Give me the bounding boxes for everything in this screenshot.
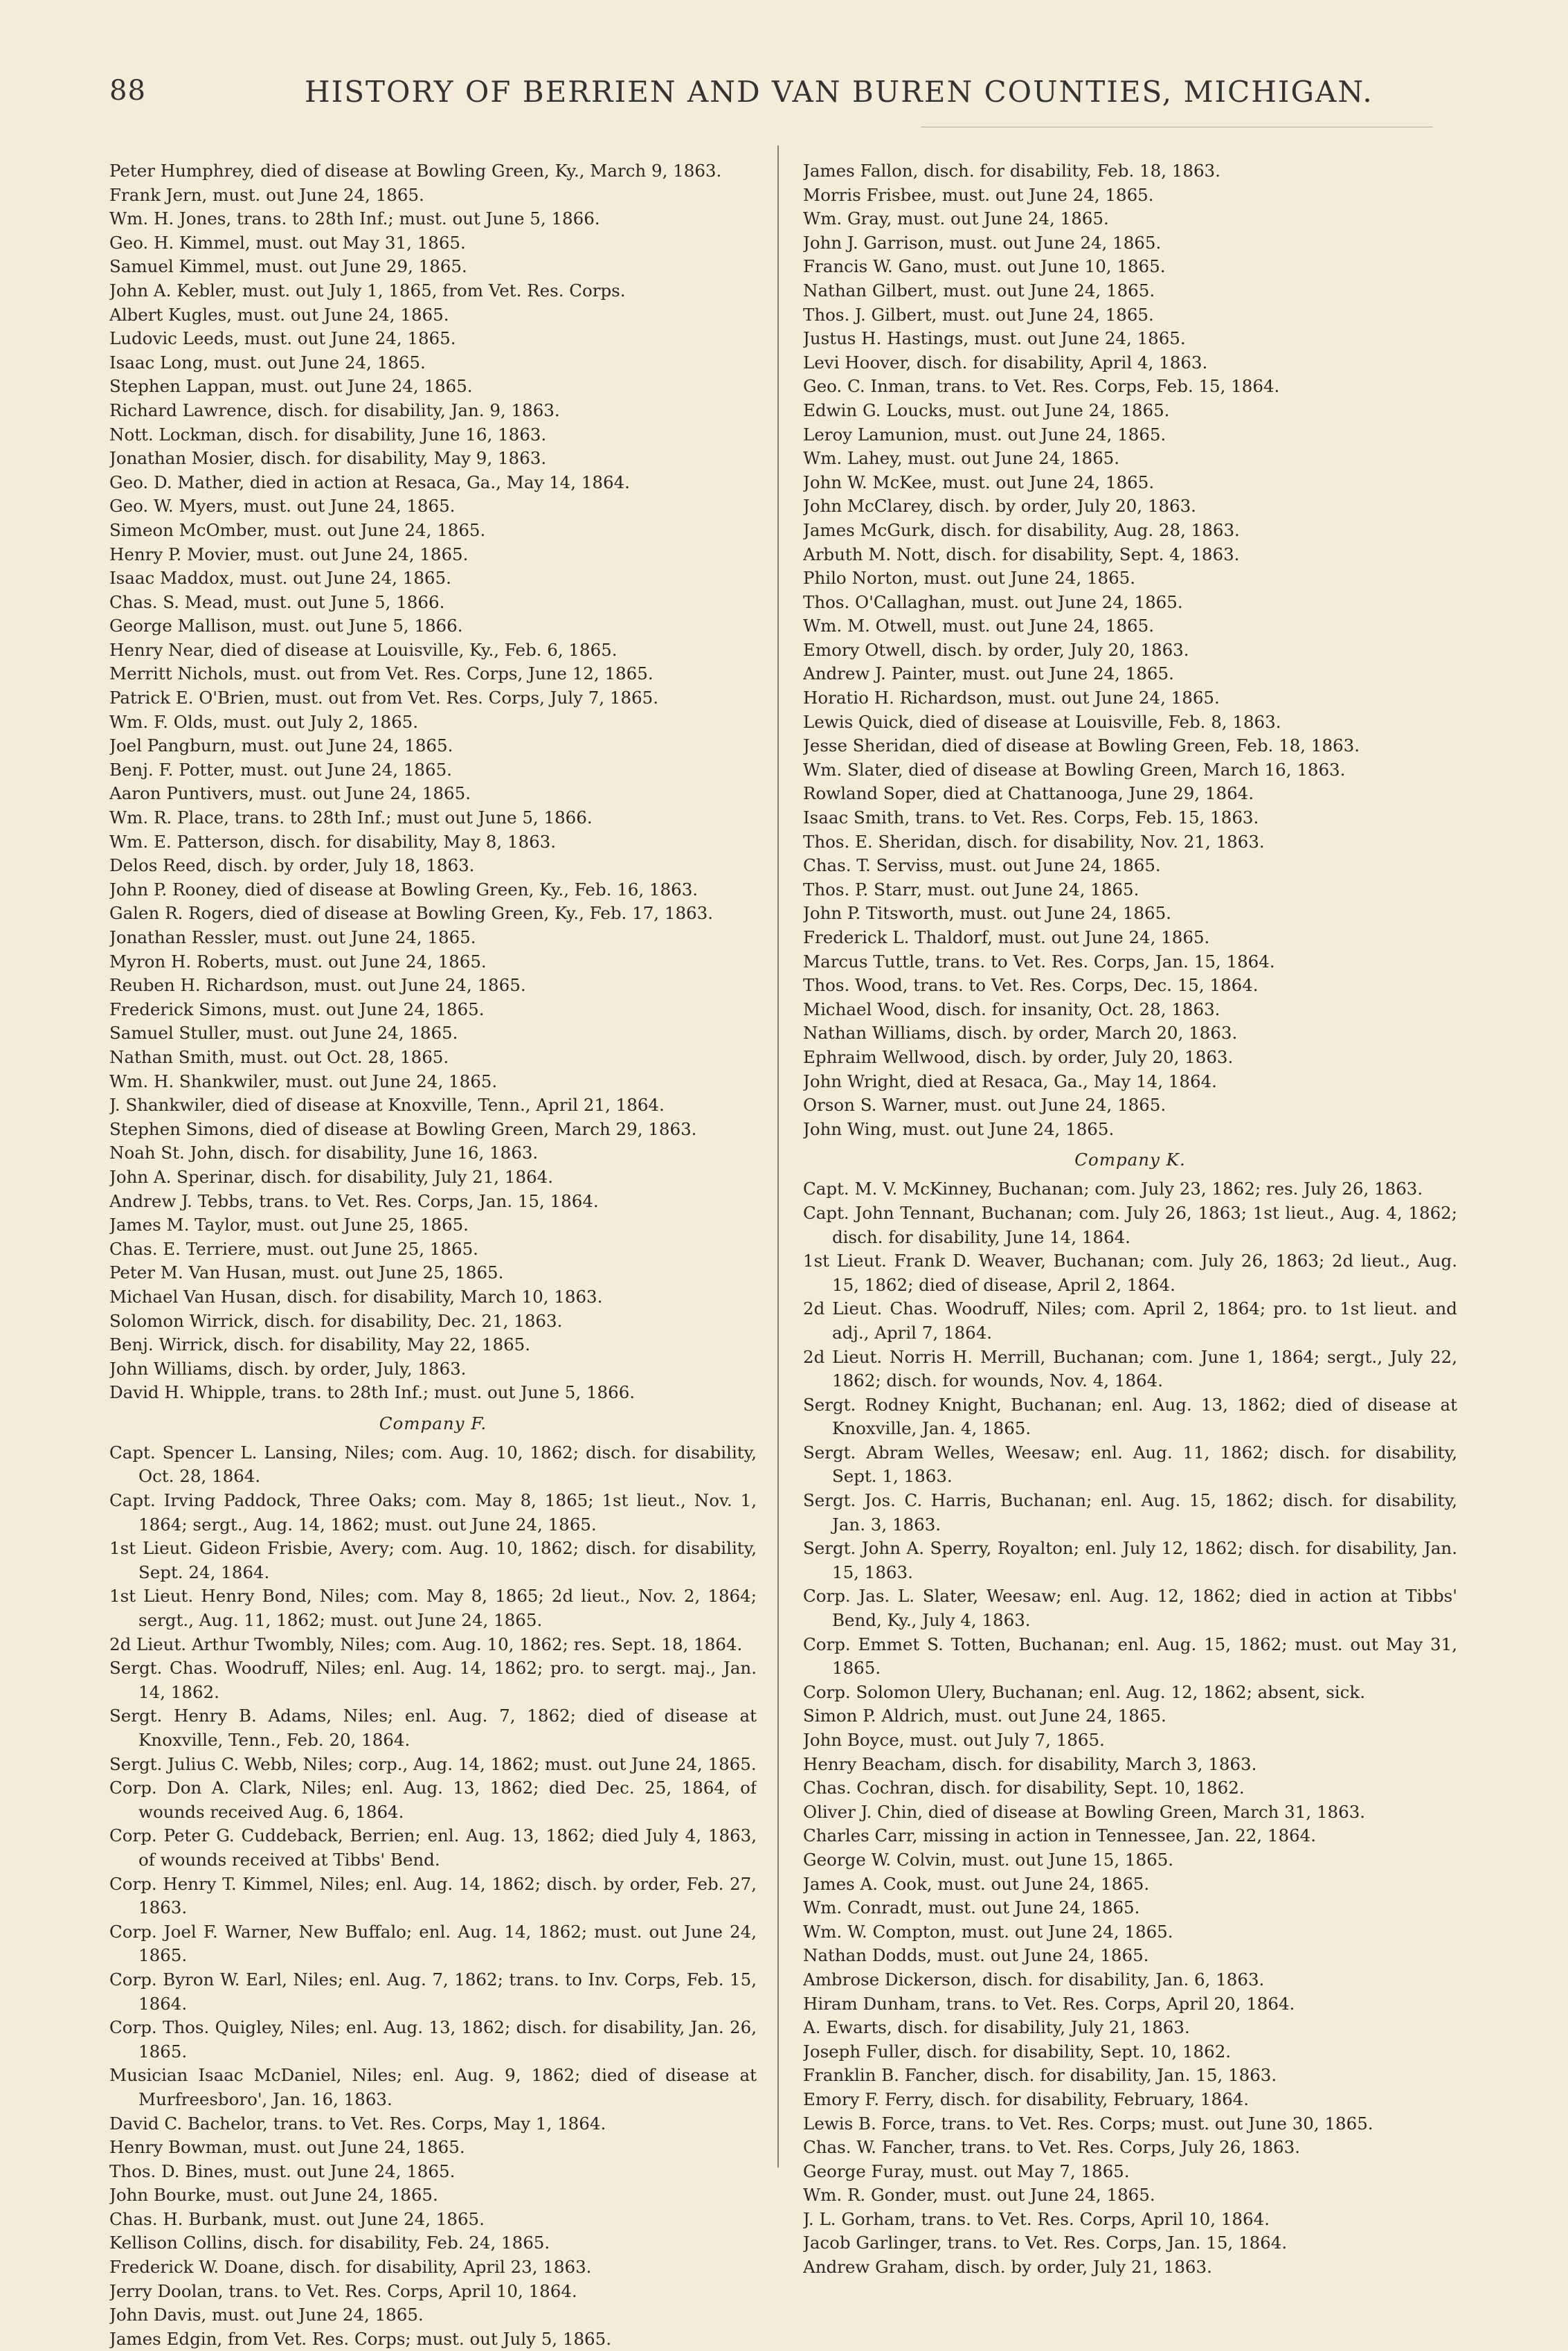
right-column: [803, 159, 1457, 2280]
roster-entry: Thos. J. Gilbert, must. out June 24, 1865.: [803, 304, 1154, 325]
roster-entry: Philo Norton, must. out June 24, 1865.: [803, 568, 1136, 589]
roster-entry: Delos Reed, disch. by order, July 18, 1863.: [109, 855, 475, 876]
roster-entry: Chas. T. Serviss, must. out June 24, 1865.: [803, 855, 1161, 876]
roster-entry: Nathan Williams, disch. by order, March 20, 1863.: [803, 1023, 1238, 1044]
roster-entry: Kellison Collins, disch. for disability, Feb. 24, 1865.: [109, 2233, 550, 2253]
roster-entry: Corp. Byron W. Earl, Niles; enl. Aug. 7, 1862; trans. to Inv. Corps, Feb. 15, 1864.: [109, 1969, 757, 2014]
roster-entry: Sergt. John A. Sperry, Royalton; enl. July 12, 1862; disch. for disability, Jan. 15, 1863.: [803, 1538, 1457, 1582]
roster-entry: John P. Titsworth, must. out June 24, 1865.: [803, 903, 1171, 924]
roster-entry: Wm. E. Patterson, disch. for disability, May 8, 1863.: [109, 831, 557, 852]
roster-entry: Chas. S. Mead, must. out June 5, 1866.: [109, 591, 445, 612]
roster-entry: Reuben H. Richardson, must. out June 24, 1865.: [109, 975, 526, 996]
roster-entry: Horatio H. Richardson, must. out June 24, 1865.: [803, 688, 1220, 708]
roster-entry: Chas. Cochran, disch. for disability, Sept. 10, 1862.: [803, 1778, 1245, 1798]
roster-entry: A. Ewarts, disch. for disability, July 21, 1863.: [803, 2017, 1190, 2038]
roster-entry: Chas. E. Terriere, must. out June 25, 1865.: [109, 1238, 478, 1259]
roster-entry: Ephraim Wellwood, disch. by order, July 20, 1863.: [803, 1046, 1234, 1067]
roster-entry: John W. McKee, must. out June 24, 1865.: [803, 472, 1155, 492]
roster-entry: 2d Lieut. Norris H. Merrill, Buchanan; com. June 1, 1864; sergt., July 22, 1862; disch. for wounds, Nov. 4, 1864.: [803, 1346, 1457, 1391]
roster-entry: Wm. Gray, must. out June 24, 1865.: [803, 208, 1109, 229]
roster-entry: Frederick Simons, must. out June 24, 1865.: [109, 999, 485, 1019]
roster-entry: Wm. M. Otwell, must. out June 24, 1865.: [803, 616, 1155, 636]
roster-entry: John A. Kebler, must. out July 1, 1865, from Vet. Res. Corps.: [109, 280, 626, 301]
roster-entry: Aaron Puntivers, must. out June 24, 1865.: [109, 783, 471, 804]
roster-entry: Sergt. Chas. Woodruff, Niles; enl. Aug. 14, 1862; pro. to sergt. maj., Jan. 14, 1862.: [109, 1658, 757, 1702]
roster-entry: 1st Lieut. Gideon Frisbie, Avery; com. Aug. 10, 1862; disch. for disability, Sept. 24, 1864.: [109, 1538, 757, 1582]
roster-entry: Chas. W. Fancher, trans. to Vet. Res. Corps, July 26, 1863.: [803, 2137, 1301, 2158]
roster-entry: Wm. R. Gonder, must. out June 24, 1865.: [803, 2185, 1155, 2206]
roster-entry: Capt. Irving Paddock, Three Oaks; com. May 8, 1865; 1st lieut., Nov. 1, 1864; sergt., Aug. 14, 1862; must. out June 24, 1865.: [109, 1490, 757, 1535]
roster-entry: Nathan Gilbert, must. out June 24, 1865.: [803, 280, 1155, 301]
roster-entry: Samuel Kimmel, must. out June 29, 1865.: [109, 256, 467, 277]
roster-entry: James M. Taylor, must. out June 25, 1865.: [109, 1215, 469, 1235]
roster-entry: Oliver J. Chin, died of disease at Bowling Green, March 31, 1863.: [803, 1801, 1366, 1822]
roster-entry: Stephen Lappan, must. out June 24, 1865.: [109, 376, 473, 397]
roster-entry: Richard Lawrence, disch. for disability, Jan. 9, 1863.: [109, 400, 560, 420]
roster-entry: Peter M. Van Husan, must. out June 25, 1865.: [109, 1262, 504, 1283]
running-title: HISTORY OF BERRIEN AND VAN BUREN COUNTIES, MICHIGAN.: [305, 75, 1373, 109]
roster-entry: Emory Otwell, disch. by order, July 20, 1863.: [803, 639, 1189, 660]
roster-entry: Jerry Doolan, trans. to Vet. Res. Corps, April 10, 1864.: [109, 2280, 577, 2301]
roster-entry: J. Shankwiler, died of disease at Knoxville, Tenn., April 21, 1864.: [109, 1095, 665, 1116]
company-f-roster: [109, 1441, 757, 2351]
roster-entry: David H. Whipple, trans. to 28th Inf.; must. out June 5, 1866.: [109, 1382, 636, 1403]
roster-entry: Sergt. Rodney Knight, Buchanan; enl. Aug. 13, 1862; died of disease at Knoxville, Jan. 4, 1865.: [803, 1394, 1457, 1439]
roster-entry: Henry P. Movier, must. out June 24, 1865.: [109, 544, 469, 564]
roster-entry: John Wright, died at Resaca, Ga., May 14, 1864.: [803, 1071, 1217, 1091]
roster-entry: Levi Hoover, disch. for disability, April 4, 1863.: [803, 352, 1208, 373]
roster-entry: Sergt. Jos. C. Harris, Buchanan; enl. Aug. 15, 1862; disch. for disability, Jan. 3, 1863.: [803, 1490, 1457, 1535]
roster-entry: Geo. H. Kimmel, must. out May 31, 1865.: [109, 232, 466, 253]
roster-entry: Benj. F. Potter, must. out June 24, 1865.: [109, 759, 452, 780]
roster-entry: Wm. H. Jones, trans. to 28th Inf.; must. out June 5, 1866.: [109, 208, 600, 229]
roster-entry: Michael Wood, disch. for insanity, Oct. 28, 1863.: [803, 999, 1220, 1019]
page-header: [104, 75, 1454, 116]
roster-entry: Nott. Lockman, disch. for disability, June 16, 1863.: [109, 424, 547, 445]
roster-entry: Nathan Dodds, must. out June 24, 1865.: [803, 1945, 1149, 1966]
roster-entry: James Edgin, from Vet. Res. Corps; must. out July 5, 1865.: [109, 2328, 612, 2349]
roster-entry: Sergt. Julius C. Webb, Niles; corp., Aug. 14, 1862; must. out June 24, 1865.: [109, 1753, 757, 1774]
roster-entry: Geo. C. Inman, trans. to Vet. Res. Corps, Feb. 15, 1864.: [803, 376, 1280, 397]
roster-entry: Orson S. Warner, must. out June 24, 1865.: [803, 1095, 1166, 1116]
roster-entry: Wm. F. Olds, must. out July 2, 1865.: [109, 711, 419, 732]
roster-entry: Capt. John Tennant, Buchanan; com. July 26, 1863; 1st lieut., Aug. 4, 1862; disch. for disability, June 14, 1864.: [803, 1202, 1457, 1247]
roster-entry: Isaac Long, must. out June 24, 1865.: [109, 352, 426, 373]
roster-entry: Wm. Slater, died of disease at Bowling Green, March 16, 1863.: [803, 759, 1346, 780]
roster-entry: George W. Colvin, must. out June 15, 1865.: [803, 1849, 1174, 1870]
roster-entry: Andrew J. Painter, must. out June 24, 1865.: [803, 663, 1174, 684]
roster-entry: Simon P. Aldrich, must. out June 24, 1865.: [803, 1706, 1166, 1726]
roster-entry: Thos. Wood, trans. to Vet. Res. Corps, Dec. 15, 1864.: [803, 975, 1259, 996]
roster-entry: Corp. Joel F. Warner, New Buffalo; enl. Aug. 14, 1862; must. out June 24, 1865.: [109, 1921, 757, 1966]
roster-entry: Thos. P. Starr, must. out June 24, 1865.: [803, 879, 1139, 900]
roster-entry: Sergt. Abram Welles, Weesaw; enl. Aug. 11, 1862; disch. for disability, Sept. 1, 1863.: [803, 1442, 1457, 1487]
company-k-roster: [803, 1177, 1457, 2279]
roster-entry: Wm. Conradt, must. out June 24, 1865.: [803, 1897, 1140, 1918]
roster-entry: J. L. Gorham, trans. to Vet. Res. Corps, April 10, 1864.: [803, 2208, 1270, 2229]
left-column: [109, 159, 757, 2351]
roster-entry: Samuel Stuller, must. out June 24, 1865.: [109, 1023, 458, 1044]
roster-entry: Franklin B. Fancher, disch. for disability, Jan. 15, 1863.: [803, 2065, 1277, 2086]
roster-entry: Arbuth M. Nott, disch. for disability, Sept. 4, 1863.: [803, 544, 1240, 564]
roster-entry: Merritt Nichols, must. out from Vet. Res. Corps, June 12, 1865.: [109, 663, 654, 684]
roster-entry: Corp. Emmet S. Totten, Buchanan; enl. Aug. 15, 1862; must. out May 31, 1865.: [803, 1634, 1457, 1679]
page-number: 88: [109, 75, 146, 107]
roster-entry: John A. Sperinar, disch. for disability, July 21, 1864.: [109, 1166, 554, 1187]
roster-entry: Lewis B. Force, trans. to Vet. Res. Corps; must. out June 30, 1865.: [803, 2113, 1373, 2134]
roster-entry: George Mallison, must. out June 5, 1866.: [109, 616, 463, 636]
roster-entry: Jonathan Ressler, must. out June 24, 1865.: [109, 927, 476, 947]
roster-entry: John Bourke, must. out June 24, 1865.: [109, 2185, 438, 2206]
roster-entry: Wm. Lahey, must. out June 24, 1865.: [803, 448, 1120, 469]
roster-entry: Thos. D. Bines, must. out June 24, 1865.: [109, 2161, 456, 2181]
roster-entry: Rowland Soper, died at Chattanooga, June 29, 1864.: [803, 783, 1254, 804]
roster-entry: James McGurk, disch. for disability, Aug. 28, 1863.: [803, 519, 1240, 540]
roster-entry: Ambrose Dickerson, disch. for disability, Jan. 6, 1863.: [803, 1969, 1265, 1990]
roster-entry: Albert Kugles, must. out June 24, 1865.: [109, 304, 449, 325]
roster-entry: Leroy Lamunion, must. out June 24, 1865.: [803, 424, 1166, 445]
roster-entry: John McClarey, disch. by order, July 20, 1863.: [803, 496, 1196, 517]
roster-entry: David C. Bachelor, trans. to Vet. Res. Corps, May 1, 1864.: [109, 2113, 606, 2134]
roster-entry: 2d Lieut. Chas. Woodruff, Niles; com. April 2, 1864; pro. to 1st lieut. and adj., April 7, 1864.: [803, 1298, 1457, 1343]
roster-entry: Frank Jern, must. out June 24, 1865.: [109, 184, 424, 205]
roster-entry: Marcus Tuttle, trans. to Vet. Res. Corps, Jan. 15, 1864.: [803, 951, 1275, 972]
roster-entry: George Furay, must. out May 7, 1865.: [803, 2161, 1130, 2181]
roster-entry: Jesse Sheridan, died of disease at Bowling Green, Feb. 18, 1863.: [803, 735, 1360, 756]
roster-entry: Nathan Smith, must. out Oct. 28, 1865.: [109, 1046, 449, 1067]
roster-entry: Francis W. Gano, must. out June 10, 1865.: [803, 256, 1166, 277]
roster-entry: Benj. Wirrick, disch. for disability, May 22, 1865.: [109, 1334, 531, 1355]
roster-entry: Charles Carr, missing in action in Tennessee, Jan. 22, 1864.: [803, 1825, 1317, 1846]
roster-entry: Joel Pangburn, must. out June 24, 1865.: [109, 735, 453, 756]
roster-entry: Lewis Quick, died of disease at Louisville, Feb. 8, 1863.: [803, 711, 1281, 732]
roster-entry: Thos. E. Sheridan, disch. for disability, Nov. 21, 1863.: [803, 831, 1265, 852]
roster-entry: Corp. Peter G. Cuddeback, Berrien; enl. Aug. 13, 1862; died July 4, 1863, of wounds received at Tibbs' Bend.: [109, 1825, 757, 1870]
roster-entry: Patrick E. O'Brien, must. out from Vet. Res. Corps, July 7, 1865.: [109, 688, 659, 708]
column-divider: [777, 145, 779, 2167]
roster-entry: Sergt. Henry B. Adams, Niles; enl. Aug. 7, 1862; died of disease at Knoxville, Tenn., Feb. 20, 1864.: [109, 1706, 757, 1750]
roster-entry: Isaac Smith, trans. to Vet. Res. Corps, Feb. 15, 1863.: [803, 807, 1259, 828]
roster-entry: Musician Isaac McDaniel, Niles; enl. Aug. 9, 1862; died of disease at Murfreesboro', Jan. 16, 1863.: [109, 2065, 757, 2109]
roster-entry: Ludovic Leeds, must. out June 24, 1865.: [109, 328, 456, 349]
right-roster-list: [803, 159, 1457, 1141]
roster-entry: John Wing, must. out June 24, 1865.: [803, 1118, 1115, 1139]
roster-entry: Corp. Jas. L. Slater, Weesaw; enl. Aug. 12, 1862; died in action at Tibbs' Bend, Ky., July 4, 1863.: [803, 1586, 1457, 1631]
roster-entry: Chas. H. Burbank, must. out June 24, 1865.: [109, 2208, 485, 2229]
roster-entry: Myron H. Roberts, must. out June 24, 1865.: [109, 951, 487, 972]
roster-entry: Henry Near, died of disease at Louisville, Ky., Feb. 6, 1865.: [109, 639, 618, 660]
roster-entry: John Williams, disch. by order, July, 1863.: [109, 1358, 467, 1379]
roster-entry: Jonathan Mosier, disch. for disability, May 9, 1863.: [109, 448, 547, 469]
roster-entry: John Davis, must. out June 24, 1865.: [109, 2305, 424, 2325]
roster-entry: Capt. Spencer L. Lansing, Niles; com. Aug. 10, 1862; disch. for disability, Oct. 28, 1864.: [109, 1442, 757, 1487]
roster-entry: Stephen Simons, died of disease at Bowling Green, March 29, 1863.: [109, 1118, 697, 1139]
roster-entry: Andrew J. Tebbs, trans. to Vet. Res. Corps, Jan. 15, 1864.: [109, 1190, 599, 1211]
roster-entry: Edwin G. Loucks, must. out June 24, 1865.: [803, 400, 1170, 420]
roster-entry: Jacob Garlinger, trans. to Vet. Res. Corps, Jan. 15, 1864.: [803, 2233, 1288, 2253]
roster-entry: Corp. Henry T. Kimmel, Niles; enl. Aug. 14, 1862; disch. by order, Feb. 27, 1863.: [109, 1873, 757, 1918]
roster-entry: Morris Frisbee, must. out June 24, 1865.: [803, 184, 1154, 205]
roster-entry: Peter Humphrey, died of disease at Bowling Green, Ky., March 9, 1863.: [109, 161, 722, 181]
roster-entry: Justus H. Hastings, must. out June 24, 1865.: [803, 328, 1186, 349]
company-k-heading: Company K.: [1074, 1150, 1186, 1170]
roster-entry: Solomon Wirrick, disch. for disability, Dec. 21, 1863.: [109, 1310, 563, 1331]
roster-entry: Thos. O'Callaghan, must. out June 24, 1865.: [803, 591, 1183, 612]
roster-entry: Corp. Solomon Ulery, Buchanan; enl. Aug. 12, 1862; absent, sick.: [803, 1681, 1365, 1702]
roster-entry: Galen R. Rogers, died of disease at Bowling Green, Ky., Feb. 17, 1863.: [109, 903, 714, 924]
roster-entry: Frederick L. Thaldorf, must. out June 24, 1865.: [803, 927, 1210, 947]
roster-entry: Corp. Thos. Quigley, Niles; enl. Aug. 13, 1862; disch. for disability, Jan. 26, 1865.: [109, 2017, 757, 2062]
roster-entry: Wm. H. Shankwiler, must. out June 24, 1865.: [109, 1071, 498, 1091]
roster-entry: Corp. Don A. Clark, Niles; enl. Aug. 13, 1862; died Dec. 25, 1864, of wounds received Aug. 6, 1864.: [109, 1778, 757, 1822]
roster-entry: John P. Rooney, died of disease at Bowling Green, Ky., Feb. 16, 1863.: [109, 879, 699, 900]
roster-entry: 1st Lieut. Frank D. Weaver, Buchanan; com. July 26, 1863; 2d lieut., Aug. 15, 1862; died of disease, April 2, 1864.: [803, 1251, 1457, 1295]
roster-entry: James A. Cook, must. out June 24, 1865.: [803, 1873, 1150, 1894]
roster-entry: Michael Van Husan, disch. for disability, March 10, 1863.: [109, 1286, 603, 1307]
roster-entry: Wm. W. Compton, must. out June 24, 1865.: [803, 1921, 1173, 1942]
roster-entry: Wm. R. Place, trans. to 28th Inf.; must out June 5, 1866.: [109, 807, 593, 828]
roster-entry: John J. Garrison, must. out June 24, 1865.: [803, 232, 1162, 253]
company-f-heading: Company F.: [379, 1413, 487, 1433]
roster-entry: James Fallon, disch. for disability, Feb. 18, 1863.: [803, 161, 1220, 181]
roster-entry: Geo. W. Myers, must. out June 24, 1865.: [109, 496, 456, 517]
roster-entry: Capt. M. V. McKinney, Buchanan; com. July 23, 1862; res. July 26, 1863.: [803, 1179, 1423, 1199]
roster-entry: Hiram Dunham, trans. to Vet. Res. Corps, April 20, 1864.: [803, 1993, 1295, 2014]
roster-entry: 2d Lieut. Arthur Twombly, Niles; com. Aug. 10, 1862; res. Sept. 18, 1864.: [109, 1634, 743, 1654]
roster-entry: Geo. D. Mather, died in action at Resaca, Ga., May 14, 1864.: [109, 472, 630, 492]
roster-entry: John Boyce, must. out July 7, 1865.: [803, 1730, 1105, 1750]
roster-entry: Joseph Fuller, disch. for disability, Sept. 10, 1862.: [803, 2041, 1232, 2062]
roster-entry: 1st Lieut. Henry Bond, Niles; com. May 8, 1865; 2d lieut., Nov. 2, 1864; sergt., Aug. 11, 1862; must. out June 24, 1865.: [109, 1586, 757, 1631]
roster-entry: Andrew Graham, disch. by order, July 21, 1863.: [803, 2257, 1212, 2278]
roster-entry: Emory F. Ferry, disch. for disability, February, 1864.: [803, 2089, 1250, 2109]
left-roster-list: [109, 159, 757, 1405]
roster-entry: Simeon McOmber, must. out June 24, 1865.: [109, 519, 486, 540]
roster-entry: Henry Beacham, disch. for disability, March 3, 1863.: [803, 1753, 1257, 1774]
roster-entry: Henry Bowman, must. out June 24, 1865.: [109, 2137, 465, 2158]
roster-entry: Noah St. John, disch. for disability, June 16, 1863.: [109, 1143, 539, 1163]
roster-entry: Frederick W. Doane, disch. for disability, April 23, 1863.: [109, 2257, 592, 2278]
roster-entry: Isaac Maddox, must. out June 24, 1865.: [109, 568, 451, 589]
